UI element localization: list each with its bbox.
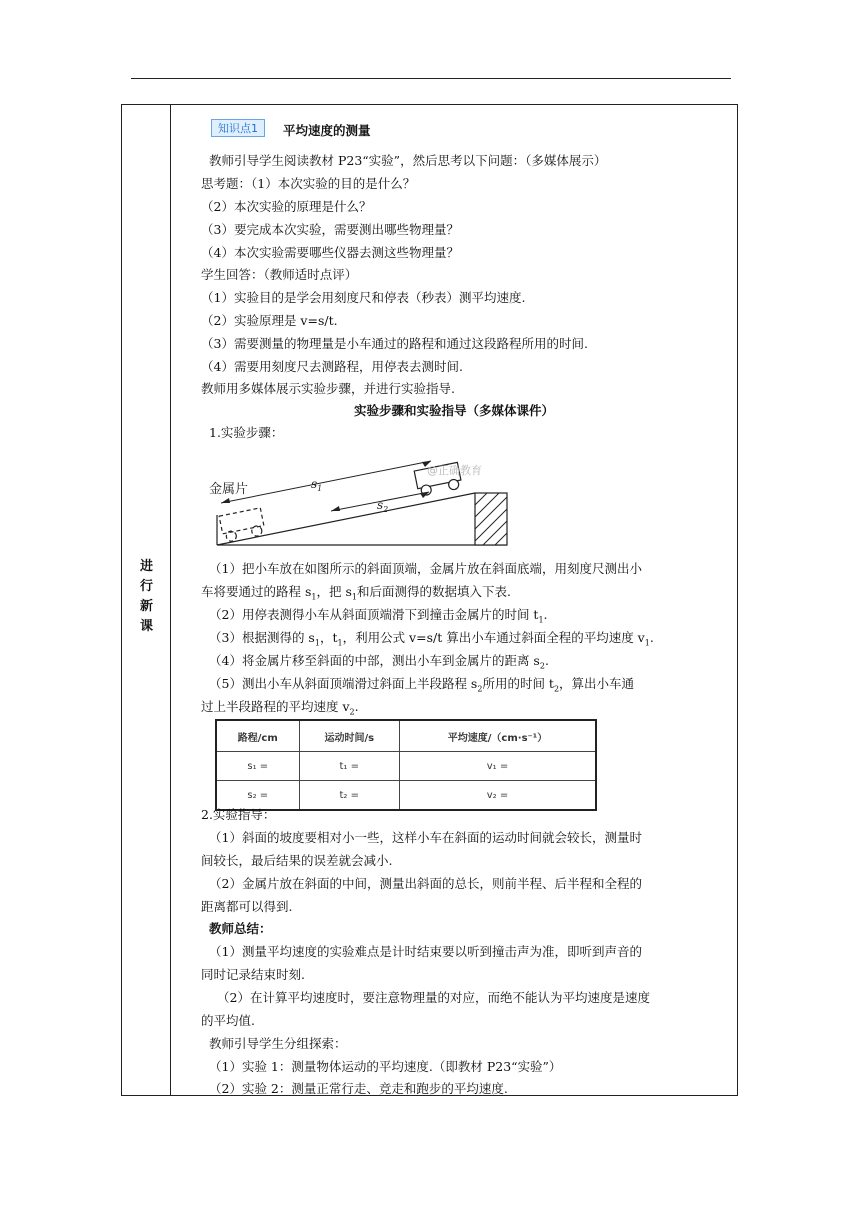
s1-arrowhead-left bbox=[221, 498, 230, 503]
question-item: （3）要完成本次实验，需要测出哪些物理量？ bbox=[201, 222, 459, 237]
steps-label: 1.实验步骤： bbox=[209, 425, 284, 440]
step-3: （3）根据测得的 $s_1$，$t_1$，利用公式 v=s/t 算出小车通过斜面全程的平均速度 $v_1$. bbox=[209, 630, 654, 648]
step-5-line-1: （5）测出小车从斜面顶端滑过斜面上半段路程 $s_2$所用的时间 $t_2$，算出小车通 bbox=[209, 676, 635, 694]
knowledge-point-badge: 知识点1 bbox=[211, 119, 265, 137]
table-header: 路程/cm bbox=[216, 720, 299, 752]
table-cell: s₂ = bbox=[216, 781, 299, 811]
table-cell: t₁ = bbox=[299, 752, 399, 781]
table-header: 运动时间/s bbox=[299, 720, 399, 752]
steps-title: 实验步骤和实验指导（多媒体课件） bbox=[353, 403, 554, 418]
step-1-line-1: （1）把小车放在如图所示的斜面顶端，金属片放在斜面底端，用刻度尺测出小 bbox=[209, 561, 642, 576]
section-label-char: 进 bbox=[139, 559, 153, 574]
s2-arrowhead-left bbox=[331, 506, 340, 511]
section-label bbox=[122, 557, 171, 637]
step-4: （4）将金属片移至斜面的中部，测出小车到金属片的距离 $s_2$. bbox=[209, 653, 549, 671]
guidance-1-line-2: 间较长，最后结果的误差就会减小. bbox=[201, 853, 393, 868]
metal-label: 金属片 bbox=[209, 482, 249, 497]
table-cell: v₁ = bbox=[399, 752, 596, 781]
s2-sub: 2 bbox=[383, 505, 389, 514]
step-5-line-2: 过上半段路程的平均速度 $v_2$. bbox=[201, 699, 359, 717]
questions-head: 思考题：（1）本次实验的目的是什么？ bbox=[201, 176, 416, 191]
summary-2-line-2: 的平均值. bbox=[201, 1013, 255, 1028]
guidance-1-line-1: （1）斜面的坡度要相对小一些，这样小车在斜面的运动时间就会较长，测量时 bbox=[209, 830, 642, 845]
incline-surface bbox=[217, 493, 475, 545]
step-1-line-2: 车将要通过的路程 $s_1$，把 $s_1$和后面测得的数据填入下表. bbox=[201, 584, 511, 602]
s1-arrow bbox=[221, 461, 431, 503]
cart-bottom bbox=[219, 508, 266, 543]
table-cell: v₂ = bbox=[399, 781, 596, 811]
table-header: 平均速度/（cm·s⁻¹） bbox=[399, 720, 596, 752]
explore-item: （1）实验 1：测量物体运动的平均速度.（即教材 P23“实验”） bbox=[209, 1059, 562, 1074]
answer-item: （3）需要测量的物理量是小车通过的路程和通过这段路程所用的时间. bbox=[201, 336, 588, 351]
s1-label: s bbox=[311, 477, 318, 491]
svg-text:金属片 bbox=[209, 481, 248, 497]
question-item: （4）本次实验需要哪些仪器去测这些物理量？ bbox=[201, 245, 459, 260]
summary-1-line-1: （1）测量平均速度的实验难点是计时结束要以听到撞击声为准，即听到声音的 bbox=[209, 944, 642, 959]
step-2: （2）用停表测得小车从斜面顶端滑下到撞击金属片的时间 $t_1$. bbox=[209, 607, 548, 625]
guide-line: 教师用多媒体展示实验步骤，并进行实验指导. bbox=[201, 381, 455, 396]
summary-2-line-1: （2）在计算平均速度时，要注意物理量的对应，而绝不能认为平均速度是速度 bbox=[217, 990, 650, 1005]
table-row bbox=[216, 781, 596, 811]
explore-item: （2）实验 2：测量正常行走、竞走和跑步的平均速度. bbox=[209, 1081, 508, 1096]
s2-label: s bbox=[377, 498, 384, 512]
guidance-2-line-2: 距离都可以得到. bbox=[201, 899, 293, 914]
answer-item: （4）需要用刻度尺去测路程，用停表去测时间. bbox=[201, 359, 463, 374]
guidance-label: 2.实验指导： bbox=[201, 807, 276, 822]
section-label-char: 新 bbox=[139, 599, 153, 614]
watermark: @正确教育 bbox=[427, 464, 482, 477]
measurement-table bbox=[215, 719, 597, 811]
table-header-row bbox=[216, 720, 596, 752]
summary-label: 教师总结： bbox=[209, 921, 272, 936]
lesson-table bbox=[121, 104, 738, 1096]
explore-head: 教师引导学生分组探索： bbox=[209, 1036, 347, 1051]
summary-1-line-2: 同时记录结束时刻. bbox=[201, 967, 305, 982]
answers-head: 学生回答：（教师适时点评） bbox=[201, 267, 358, 282]
header-rule bbox=[131, 78, 731, 79]
table-cell: s₁ = bbox=[216, 752, 299, 781]
svg-text:s1 bbox=[311, 477, 322, 493]
content-column bbox=[171, 105, 737, 1095]
answer-item: （1）实验目的是学会用刻度尺和停表（秒表）测平均速度. bbox=[201, 290, 526, 305]
section-label-char: 课 bbox=[139, 619, 153, 634]
answer-item: （2）实验原理是 v=s/t. bbox=[201, 313, 338, 328]
section-column bbox=[122, 105, 171, 1095]
table-cell: t₂ = bbox=[299, 781, 399, 811]
guidance-2-line-1: （2）金属片放在斜面的中间，测量出斜面的总长，则前半程、后半程和全程的 bbox=[209, 876, 642, 891]
table-row bbox=[216, 752, 596, 781]
s1-sub: 1 bbox=[317, 484, 323, 493]
knowledge-point-title: 平均速度的测量 bbox=[283, 123, 371, 138]
question-item: （2）本次实验的原理是什么？ bbox=[201, 199, 372, 214]
intro-text: 教师引导学生阅读教材 P23“实验”，然后思考以下问题：（多媒体展示） bbox=[209, 153, 607, 168]
section-label-char: 行 bbox=[139, 579, 153, 594]
